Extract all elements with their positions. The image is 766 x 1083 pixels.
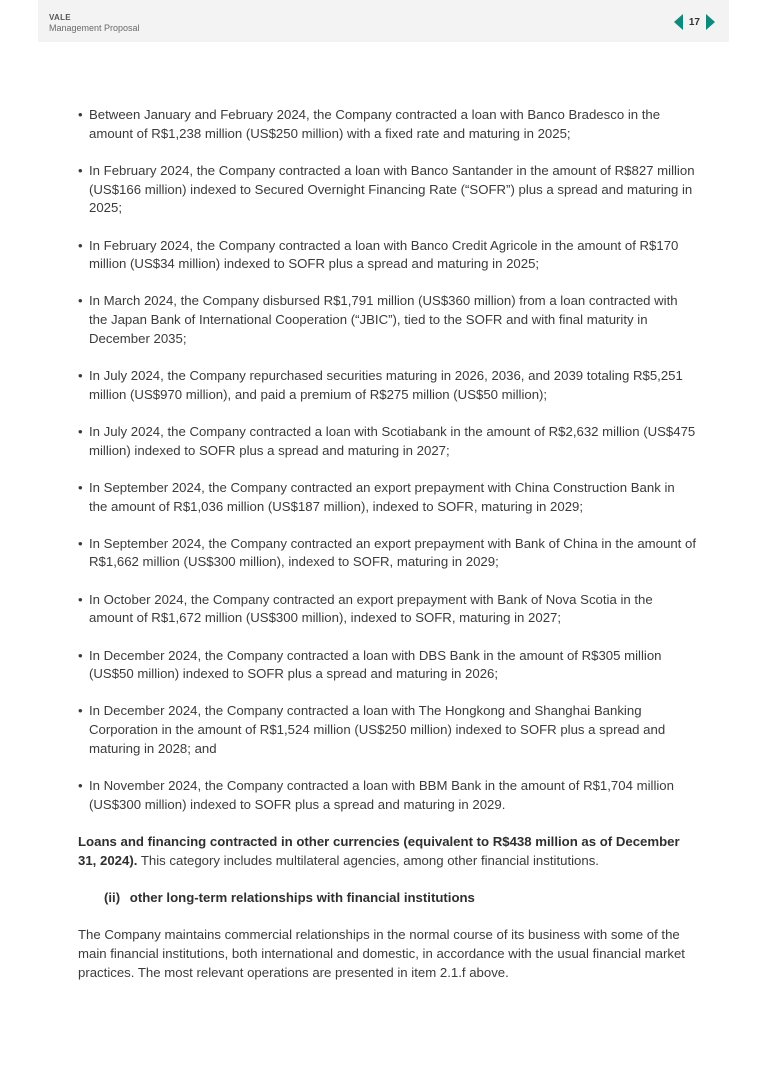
section-heading	[104, 889, 696, 908]
list-item: • In February 2024, the Company contracted a loan with Banco Credit Agricole in the amount of R$170 million (US$34 million) indexed to SOFR plus a spread and maturing in 2025;	[78, 237, 696, 274]
list-item: • In September 2024, the Company contracted an export prepayment with Bank of China in the amount of R$1,662 million (US$300 million), indexed to SOFR, maturing in 2029;	[78, 535, 696, 572]
list-item: • In December 2024, the Company contracted a loan with DBS Bank in the amount of R$305 million (US$50 million) indexed to SOFR plus a spread and maturing in 2026;	[78, 647, 696, 684]
closing-paragraph: The Company maintains commercial relationships in the normal course of its business with some of the main financial institutions, both international and domestic, in accordance with the usual financial market practices. The most relevant operations are presented in item 2.1.f above.	[78, 927, 685, 980]
other-currencies-paragraph	[78, 833, 696, 870]
list-item: • Between January and February 2024, the Company contracted a loan with Banco Bradesco in the amount of R$1,238 million (US$250 million) with a fixed rate and maturing in 2025;	[78, 106, 696, 143]
page-number: 17	[688, 16, 700, 28]
section-number: (ii)	[104, 889, 121, 905]
section-title: other long-term relationships with financial institutions	[129, 889, 475, 905]
previous-page-icon[interactable]	[674, 14, 683, 30]
document-subtitle: Management Proposal	[49, 23, 140, 33]
loan-bullet-list	[78, 106, 696, 814]
page-header	[38, 0, 729, 42]
list-item: • In December 2024, the Company contracted a loan with The Hongkong and Shanghai Banking Corporation in the amount of R$1,524 million (US$250 million) indexed to SOFR plus a spread and maturing in 2028; and	[78, 702, 696, 758]
list-item: • In July 2024, the Company contracted a loan with Scotiabank in the amount of R$2,632 million (US$475 million) indexed to SOFR plus a spread and maturing in 2027;	[78, 423, 696, 460]
page-navigator	[674, 13, 715, 31]
list-item: • In March 2024, the Company disbursed R$1,791 million (US$360 million) from a loan contracted with the Japan Bank of International Cooperation (“JBIC”), tied to the SOFR and with final maturity in December 2035;	[78, 292, 696, 348]
list-item: • In February 2024, the Company contracted a loan with Banco Santander in the amount of R$827 million (US$166 million) indexed to Secured Overnight Financing Rate (“SOFR”) plus a spread and maturing in 2025;	[78, 162, 696, 218]
list-item: • In October 2024, the Company contracted an export prepayment with Bank of Nova Scotia in the amount of R$1,672 million (US$300 million), indexed to SOFR, maturing in 2027;	[78, 591, 696, 628]
page-content	[78, 106, 696, 1001]
list-item: • In November 2024, the Company contracted a loan with BBM Bank in the amount of R$1,704 million (US$300 million) indexed to SOFR plus a spread and maturing in 2029.	[78, 777, 696, 814]
next-page-icon[interactable]	[706, 14, 715, 30]
list-item: • In July 2024, the Company repurchased securities maturing in 2026, 2036, and 2039 totaling R$5,251 million (US$970 million), and paid a premium of R$275 million (US$50 million);	[78, 367, 696, 404]
other-currencies-text: This category includes multilateral agencies, among other financial institutions.	[140, 852, 599, 868]
brand-name: VALE	[49, 13, 71, 22]
list-item: • In September 2024, the Company contracted an export prepayment with China Construction Bank in the amount of R$1,036 million (US$187 million), indexed to SOFR, maturing in 2029;	[78, 479, 696, 516]
other-currencies-heading: Loans and financing contracted in other currencies (equivalent to R$438 million as of December 31, 2024).	[78, 833, 680, 868]
